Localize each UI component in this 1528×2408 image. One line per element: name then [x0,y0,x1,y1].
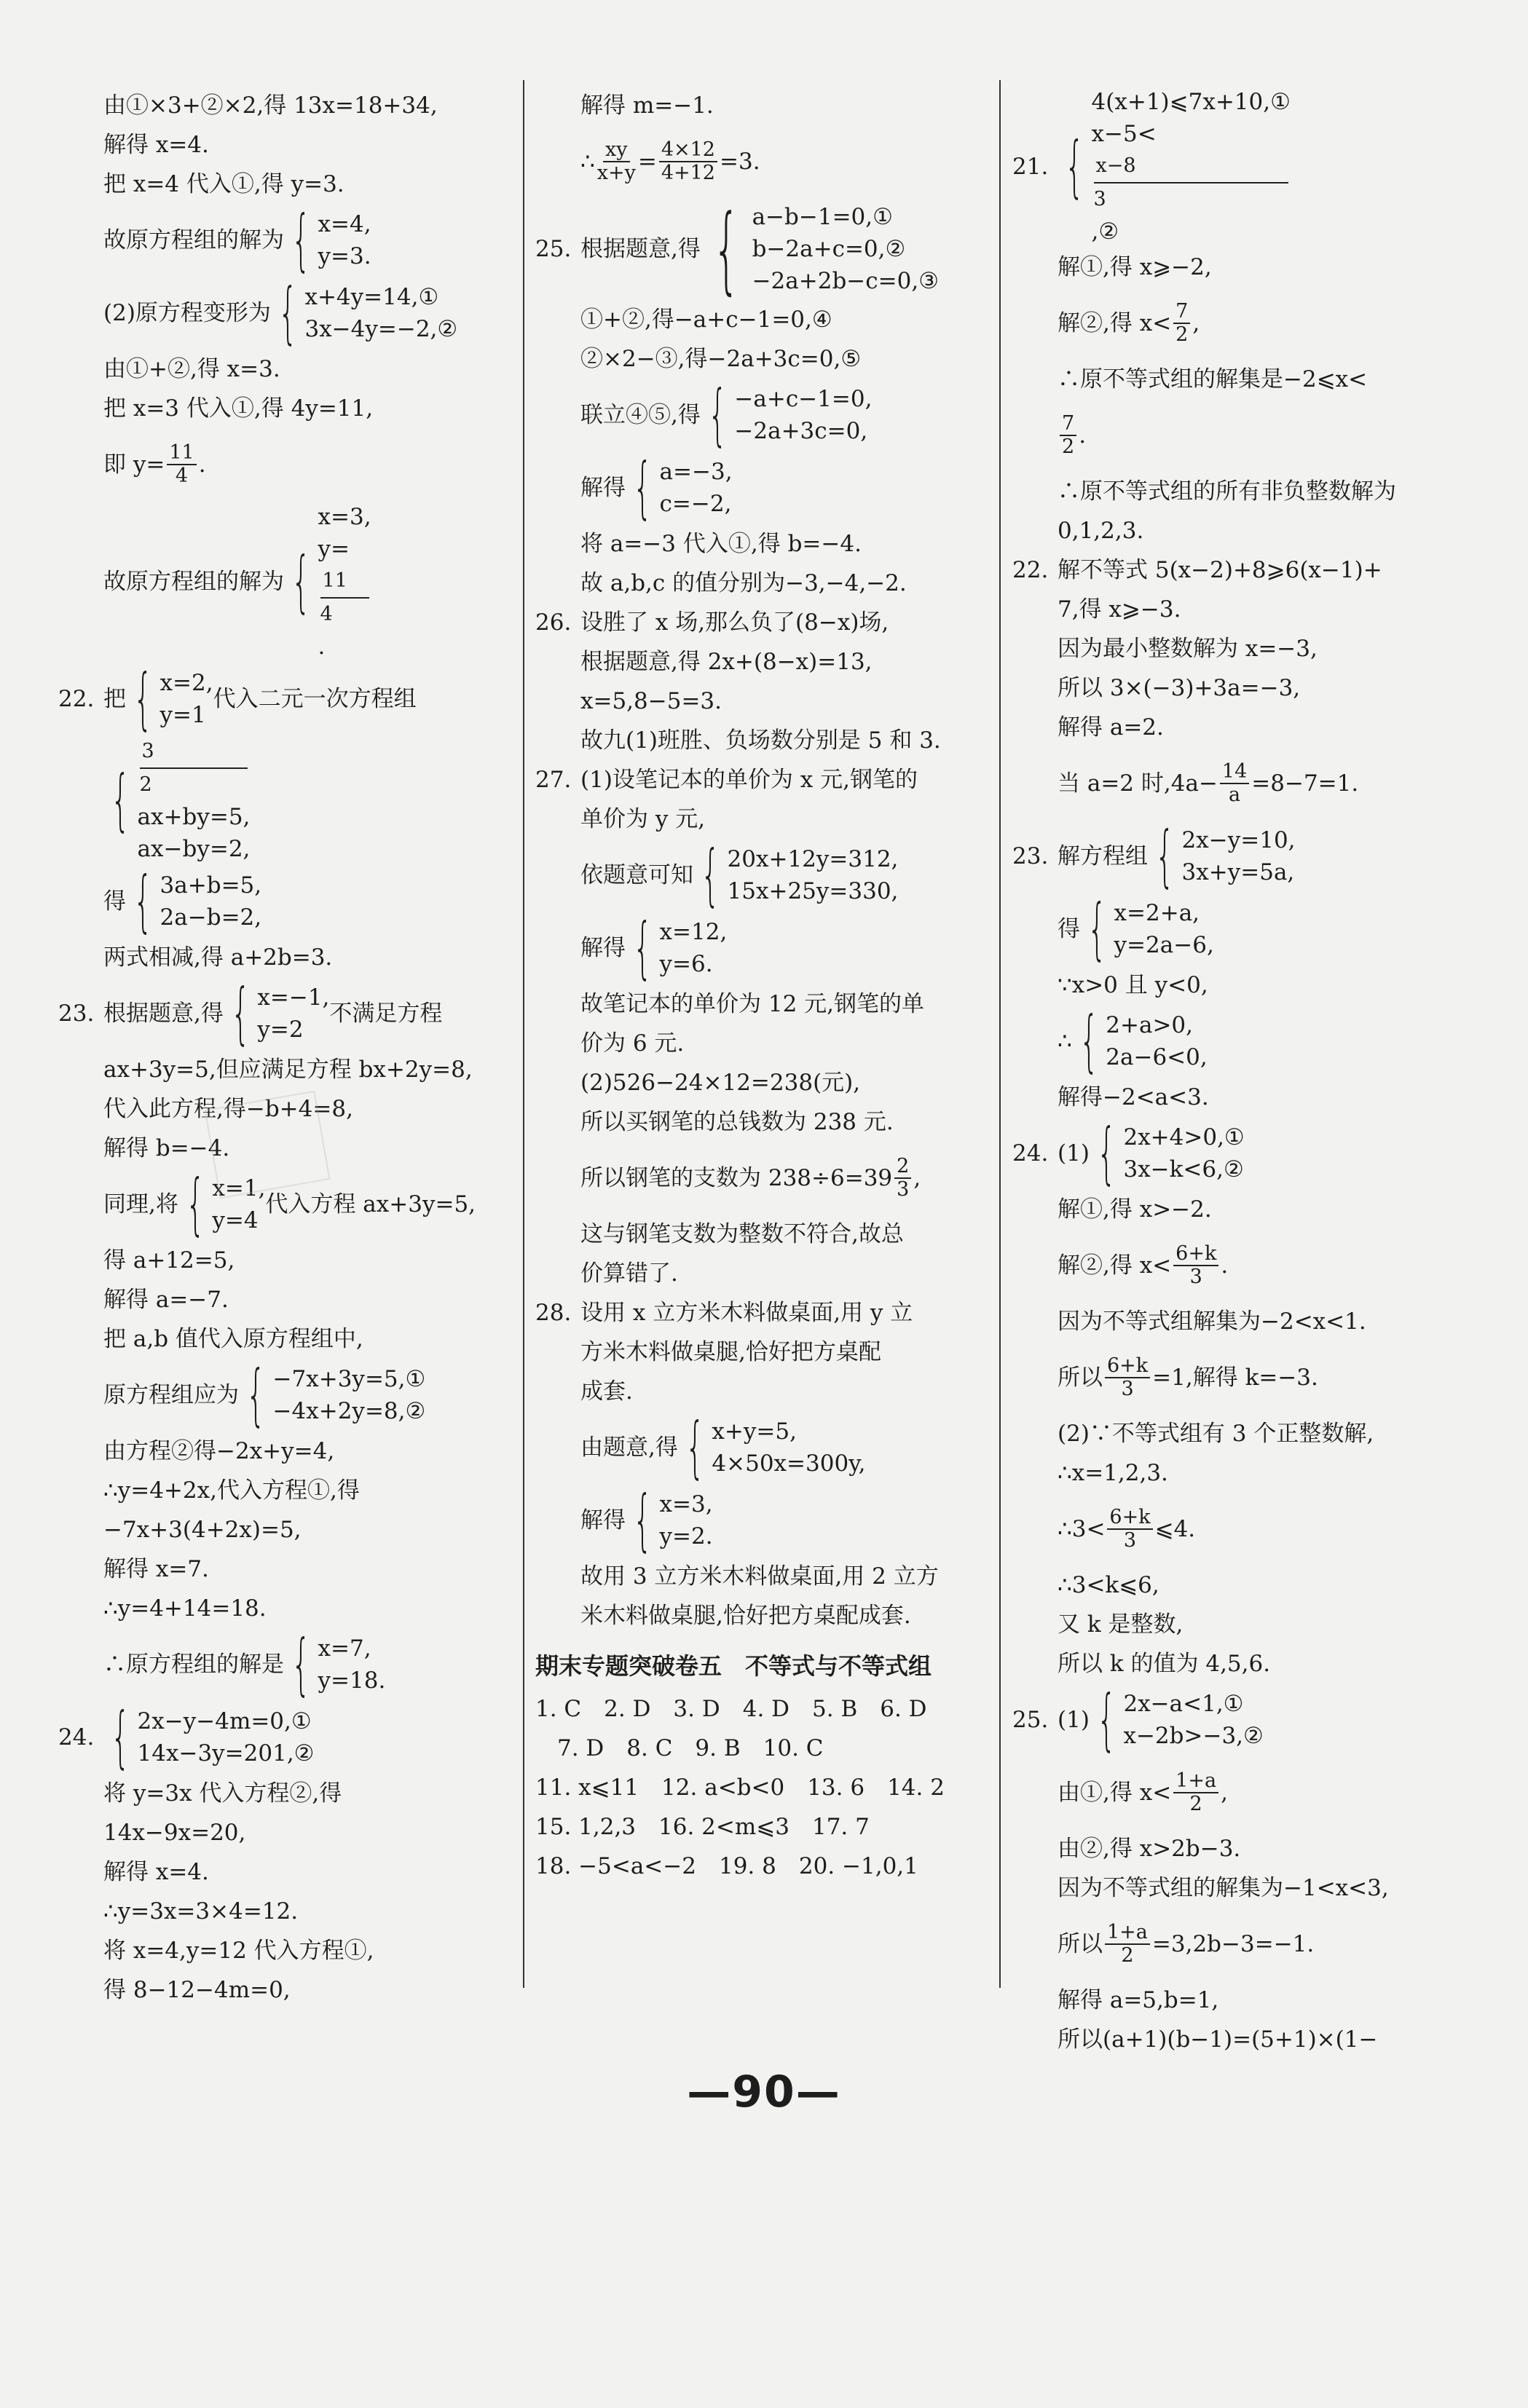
text-fragment: =3,2b−3=−1. [1151,1931,1315,1957]
equation-system: { x=4, y=3. [291,201,371,279]
numerator: 6+k [1107,1507,1152,1530]
equation-system: { 3 2 ax+by=5, ax−by=2, [103,735,250,865]
text-line: 由方程②得−2x+y=4, [103,1438,335,1464]
text-line [58,501,510,663]
text-fragment: 解得 [580,1507,626,1533]
text-line [1012,1683,1478,1756]
inequality: 2x−a<1,① [1123,1691,1244,1717]
text-line [58,862,510,940]
text-line: 根据题意,得 2x+(8−x)=13, [580,649,873,675]
equation: x=2+a, [1114,900,1200,926]
text-line: 由①+②,得 x=3. [103,356,280,382]
fraction [1105,1355,1150,1400]
equation: 20x+12y=312, [727,846,899,872]
text-line: 将 x=4,y=12 代入方程①, [103,1938,374,1964]
question-number: 26. [535,609,572,636]
text-fragment: 代入二元一次方程组 [213,686,417,712]
text-line: 故用 3 立方米木料做桌面,用 2 立方 [580,1563,939,1590]
text-fragment: 把 [103,686,126,712]
text-line: 米木料做桌腿,恰好把方桌配成套. [580,1603,911,1629]
text-fragment: 即 y= [103,451,165,478]
text-line: 将 a=−3 代入①,得 b=−4. [580,531,862,557]
text-fragment: , [1192,310,1200,336]
fraction [894,1156,911,1201]
denominator: 2 [1121,1944,1134,1967]
text-fragment: , [1221,1780,1228,1806]
numerator: x−8 [1094,150,1288,183]
text-line: 解得 x=7. [103,1556,209,1582]
text-fragment: 当 a=2 时,4a− [1058,770,1218,797]
equation: y=4 [212,1207,259,1233]
text-line: 所以 3×(−3)+3a=−3, [1058,675,1301,701]
fraction [1105,1922,1150,1967]
numerator: 7 [1173,301,1190,324]
text-fragment: 由①,得 x< [1058,1780,1172,1806]
text-line: 将 y=3x 代入方程②,得 [103,1780,342,1807]
equation: −2a+3c=0, [734,418,868,444]
question-number: 28. [535,1300,572,1326]
text-fragment: 解方程组 [1058,843,1148,869]
equation: x=3, [659,1491,713,1517]
text-line: 又 k 是整数, [1058,1611,1184,1638]
text-line: 得 8−12−4m=0, [103,1977,291,2003]
equation-system: { 2+a>0, 2a−6<0, [1079,1002,1208,1080]
equation-system: { x=1, y=4 [185,1165,266,1243]
text-line [1012,287,1478,360]
denominator: 4+12 [661,162,715,184]
text-line [58,660,510,738]
equation-system: { 2x−y−4m=0,① 14x−3y=201,② [111,1698,315,1776]
text-fragment: ∴3< [1058,1516,1106,1542]
equation: 2a−b=2, [160,904,262,931]
equation: x=2, [160,670,213,696]
equation: 14x−3y=201,② [137,1740,315,1766]
question-number: 21. [1012,154,1049,180]
text-fragment: 解得 [580,935,626,961]
denominator: a [1229,783,1241,806]
text-line [535,1408,987,1486]
text-line: 方米木料做桌腿,恰好把方桌配 [580,1339,881,1365]
equation-system: { x+y=5, 4×50x=300y, [685,1408,866,1486]
text-line: 解①,得 x>−2. [1058,1196,1212,1223]
equation: x=−1, [257,984,330,1011]
equation-system: { −7x+3y=5,① −4x+2y=8,② [246,1356,426,1434]
text-line: ∴y=4+2x,代入方程①,得 [103,1477,360,1504]
denominator: 3 [1189,1266,1202,1288]
text-line [535,1293,987,1333]
text-line [58,1356,510,1434]
text-fragment: ,② [1091,218,1119,245]
denominator: 3 [1121,1378,1134,1400]
text-line: x=5,8−5=3. [580,688,722,714]
question-number: 27. [535,767,572,793]
text-line [1012,550,1478,590]
text-fragment: (2)原方程变形为 [103,300,271,326]
text-fragment: 所以钢笔的支数为 238÷6=39 [580,1165,893,1191]
text-fragment: 联立④⑤,得 [580,402,701,428]
watermark-stamp [204,1091,330,1199]
text-fragment: = [637,149,657,175]
numerator: 4×12 [659,139,717,162]
text-line [535,451,987,524]
inequality: 3x−k<6,② [1123,1156,1244,1183]
text-fragment: 原方程组应为 [103,1382,239,1408]
text-fragment: ∴ [1058,1028,1072,1054]
equation: 3a+b=5, [160,872,262,899]
text-fragment: , [913,1165,921,1191]
text-line: 所以 k 的值为 4,5,6. [1058,1651,1271,1677]
text-line: 0,1,2,3. [1058,518,1144,544]
text-fragment: 设用 x 立方米木料做桌面,用 y 立 [580,1300,913,1326]
text-line [58,1698,510,1776]
text-line [58,201,510,279]
text-line [1012,399,1478,472]
equation-system: { 2x−y=10, 3x+y=5a, [1155,817,1296,895]
text-line: 解得 b=−4. [103,1135,230,1161]
text-line: ∴原不等式组的所有非负整数解为 [1058,478,1396,505]
text-line [535,1481,987,1559]
text-line: ∴y=4+14=18. [103,1595,267,1622]
text-fragment: 根据题意,得 [580,236,701,262]
text-line [1012,817,1478,895]
answer-line: 7. D 8. C 9. B 10. C [557,1735,824,1761]
equation-system: { −a+c−1=0, −2a+3c=0, [707,376,873,454]
answer-line: 15. 1,2,3 16. 2<m⩽3 17. 7 [535,1814,870,1840]
fraction [1173,301,1190,346]
denominator: 2 [139,773,152,796]
text-fragment: 故原方程组的解为 [103,569,284,595]
text-fragment: =1,解得 k=−3. [1152,1365,1318,1391]
text-line: 把 a,b 值代入原方程组中, [103,1326,363,1352]
text-fragment: 得 [103,888,126,915]
equation [138,735,251,833]
text-line: (2)∵不等式组有 3 个正整数解, [1058,1421,1374,1447]
text-line: 成套. [580,1378,633,1405]
fraction [167,442,196,487]
fraction [1060,413,1076,458]
text-fragment: y= [318,536,350,562]
text-line: (2)526−24×12=238(元), [580,1070,861,1096]
question-number: 25. [1012,1707,1049,1733]
text-fragment: . [1221,1252,1229,1279]
column-1 [58,86,510,2010]
equation: y=18. [318,1667,386,1694]
equation-system: { a−b−1=0,① b−2a+c=0,② −2a+2b−c=0,③ [712,194,939,304]
equation: c=−2, [659,491,732,517]
equation-system: { 3a+b=5, 2a−b=2, [133,862,262,940]
equation: y=2. [659,1523,713,1550]
fraction [597,139,636,184]
text-line: ∴x=1,2,3. [1058,1460,1168,1486]
section-heading: 期末专题突破卷五 不等式与不等式组 [535,1652,932,1680]
denominator: 3 [1123,1529,1137,1552]
text-line: 解得 x=4. [103,132,209,158]
page-number: —90— [687,2066,841,2117]
text-line [535,125,987,198]
equation: b−2a+c=0,② [752,236,906,262]
text-line: 解得 a=2. [1058,714,1164,741]
text-line [535,603,987,642]
text-fragment: 解不等式 5(x−2)+8⩾6(x−1)+ [1058,557,1382,583]
equation [318,533,371,663]
equation: y=3. [318,243,371,269]
equation: x=1, [212,1175,266,1201]
text-fragment: (1) [1058,1707,1090,1733]
equation: x=7, [318,1635,371,1662]
denominator: 4 [175,465,189,487]
text-fragment: . [318,633,326,660]
equation: y=2 [257,1017,304,1043]
equation-system: { x=3, y= 11 4 . [284,501,371,663]
text-line: 因为最小整数解为 x=−3, [1058,636,1318,662]
text-line: 由②,得 x>2b−3. [1058,1836,1241,1862]
equation: x=3, [318,504,371,530]
denominator: 3 [1093,188,1106,210]
text-line: 得 a+12=5, [103,1247,235,1274]
text-line [1012,1002,1478,1080]
equation-system: { a=−3, c=−2, [633,449,733,526]
text-line: 解得 a=−7. [103,1287,229,1313]
text-line [1012,1341,1478,1414]
column-divider-left [523,80,524,1988]
fraction [140,735,248,801]
numerator: 1+a [1173,1770,1218,1793]
text-line: ax+3y=5,但应满足方程 bx+2y=8, [103,1057,473,1083]
question-number: 24. [1012,1140,1049,1167]
text-fragment: 解得 [580,475,626,501]
column-3 [1012,86,1478,2059]
text-fragment: . [1079,422,1087,449]
question-number: 24. [58,1724,95,1750]
numerator: 14 [1220,761,1249,784]
equation: 4×50x=300y, [712,1450,866,1477]
numerator: 11 [167,442,196,465]
equation-system: { x=2+a, y=2a−6, [1087,890,1214,968]
text-line: 故九(1)班胜、负场数分别是 5 和 3. [580,727,941,754]
text-fragment: 依题意可知 [580,862,693,888]
numerator: 7 [1060,413,1076,436]
text-line: 解得 a=5,b=1, [1058,1987,1219,2013]
equation: y=2a−6, [1114,932,1214,958]
text-fragment: 根据题意,得 [103,1000,224,1027]
text-line: 这与钢笔支数为整数不符合,故总 [580,1221,904,1247]
text-line: 所以(a+1)(b−1)=(5+1)×(1− [1058,2026,1378,2053]
equation-system: { x=−1, y=2 [230,974,330,1052]
numerator: 1+a [1105,1922,1150,1945]
text-line [1012,1908,1478,1981]
denominator: 3 [897,1178,910,1201]
fraction [659,139,717,184]
equation: ax−by=2, [137,836,251,862]
denominator: 2 [1189,1793,1202,1815]
inequality [1092,118,1291,248]
equation: 2x−y=10, [1181,827,1296,853]
text-line [58,428,510,501]
text-fragment: ⩽4. [1154,1516,1196,1542]
equation: −4x+2y=8,② [272,1398,426,1424]
text-fragment: ax+by=5, [137,804,251,830]
text-line [1012,747,1478,820]
answer-line: 1. C 2. D 3. D 4. D 5. B 6. D [535,1696,927,1722]
equation: −2a+2b−c=0,③ [752,268,939,294]
text-fragment: (1) [1058,1140,1090,1167]
text-line [58,1625,510,1703]
text-line: 解得−2<a<3. [1058,1084,1209,1110]
equation-system: { 20x+12y=312, 15x+25y=330, [701,836,899,914]
equation-system: { x=3, y=2. [633,1481,713,1559]
text-line [535,760,987,800]
text-line: ①+②,得−a+c−1=0,④ [580,307,832,333]
inequality: x−2b>−3,② [1123,1723,1264,1749]
text-line: 故 a,b,c 的值分别为−3,−4,−2. [580,570,907,596]
text-line: 价算错了. [580,1260,678,1287]
answer-line: 18. −5<a<−2 19. 8 20. −1,0,1 [535,1853,918,1879]
text-line [58,735,510,865]
equation: x+4y=14,① [304,284,439,310]
answer-line: 11. x⩽11 12. a<b<0 13. 6 14. 2 [535,1775,945,1801]
text-fragment: ∴ [580,149,595,175]
denominator: 2 [1062,435,1075,458]
equation: 3x+y=5a, [1181,859,1295,885]
text-fragment: 故原方程组的解为 [103,227,284,253]
equation-system: { x+4y=14,① 3x−4y=−2,② [278,274,458,352]
text-line: 把 x=3 代入①,得 4y=11, [103,395,374,422]
equation: y=1 [160,702,206,728]
equation-system: { x=12, y=6. [633,909,728,987]
numerator: 6+k [1105,1355,1150,1378]
text-line: 价为 6 元. [580,1030,685,1057]
fraction [1173,1770,1218,1815]
text-fragment: 由题意,得 [580,1434,678,1461]
equation-system: { 4(x+1)⩽7x+10,① x−5< x−8 3 ,② [1058,86,1291,248]
numerator: xy [603,139,629,162]
text-fragment: =3. [720,149,760,175]
numerator: 3 [140,735,248,769]
denominator: x+y [596,162,636,184]
text-line: 故笔记本的单价为 12 元,钢笔的单 [580,991,925,1017]
text-line: 由①×3+②×2,得 13x=18+34, [103,92,438,119]
question-number: 23. [1012,843,1049,869]
text-line: 14x−9x=20, [103,1820,246,1846]
text-line: 两式相减,得 a+2b=3. [103,944,333,971]
text-fragment: (1)设笔记本的单价为 x 元,钢笔的 [580,767,918,793]
text-line [535,1142,987,1215]
fraction [320,565,369,631]
text-line: 代入此方程,得−b+4=8, [103,1096,353,1122]
question-number: 22. [1012,557,1049,583]
text-line: 把 x=4 代入①,得 y=3. [103,171,344,197]
equation: 3x−4y=−2,② [304,316,458,342]
fraction [1094,150,1288,216]
text-fragment: 得 [1058,916,1080,942]
text-line: 因为不等式组解集为−2<x<1. [1058,1308,1366,1335]
equation: y=6. [659,951,713,977]
inequality: 2x+4>0,① [1123,1124,1245,1150]
text-line [1012,1229,1478,1302]
text-line: 解①,得 x⩾−2, [1058,254,1212,280]
equation: a=−3, [659,459,733,485]
text-line: ∴y=3x=3×4=12. [103,1898,299,1925]
text-line [1012,1114,1478,1192]
equation: −7x+3y=5,① [272,1366,426,1392]
text-fragment: 同理,将 [103,1191,178,1217]
equation: x=12, [659,919,728,945]
equation: 15x+25y=330, [727,878,899,904]
text-fragment: 所以 [1058,1365,1103,1391]
text-fragment: 代入方程 ax+3y=5, [265,1191,476,1217]
text-line [535,909,987,987]
equation: −a+c−1=0, [734,386,873,412]
text-line [535,376,987,454]
text-line: ∴原不等式组的解集是−2⩽x< [1058,366,1368,392]
text-line: 所以买钢笔的总钱数为 238 元. [580,1109,894,1135]
text-line: ∴3<k⩽6, [1058,1572,1159,1598]
numerator: 2 [894,1156,911,1179]
equation-system: { x=2, y=1 [133,660,213,738]
question-number: 25. [535,236,572,262]
equation-system: { 2x+4>0,① 3x−k<6,② [1097,1114,1245,1192]
text-fragment: =8−7=1. [1251,770,1359,797]
equation: a−b−1=0,① [752,204,893,230]
text-line: ∵x>0 且 y<0, [1058,972,1208,998]
text-line: 单价为 y 元, [580,806,706,832]
question-number: 23. [58,1000,95,1027]
denominator: 4 [320,603,333,625]
text-line [1012,890,1478,968]
text-line: 解得 x=4. [103,1859,209,1885]
equation: x=4, [318,211,371,237]
inequality: 2a−6<0, [1106,1044,1208,1070]
equation: 2x−y−4m=0,① [137,1708,312,1734]
fraction [1220,761,1249,806]
text-line: 因为不等式组的解集为−1<x<3, [1058,1875,1389,1901]
text-line [1012,86,1478,248]
text-line [535,836,987,914]
text-fragment: 解②,得 x< [1058,310,1172,336]
text-fragment: . [198,451,206,478]
text-fragment: ∴原方程组的解是 [103,1651,284,1678]
equation: x+y=5, [712,1418,797,1445]
denominator: 2 [1175,323,1189,346]
text-line: −7x+3(4+2x)=5, [103,1517,302,1543]
equation-system: { 2x−a<1,① x−2b>−3,② [1097,1681,1264,1758]
column-2 [535,86,987,1886]
text-fragment: 所以 [1058,1931,1103,1957]
equation-system: { x=7, y=18. [291,1625,386,1703]
question-number: 22. [58,686,95,712]
fraction [1173,1243,1218,1288]
text-line [58,274,510,352]
text-line: 解得 m=−1. [580,92,714,119]
numerator: 11 [320,565,369,599]
numerator: 6+k [1173,1243,1218,1266]
column-divider-right [999,80,1001,1988]
text-fragment: 不满足方程 [329,1000,443,1027]
text-fragment: 解②,得 x< [1058,1252,1172,1279]
text-line [1012,1493,1478,1566]
inequality: 2+a>0, [1106,1012,1194,1038]
text-line: 7,得 x⩾−3. [1058,596,1181,623]
text-fragment: x−5< [1091,121,1157,147]
text-line [58,974,510,1052]
text-line [535,194,987,304]
inequality: 4(x+1)⩽7x+10,① [1091,89,1291,115]
text-line: ②×2−③,得−2a+3c=0,⑤ [580,346,862,372]
text-line [1012,1756,1478,1829]
fraction [1107,1507,1152,1552]
text-fragment: 设胜了 x 场,那么负了(8−x)场, [580,609,889,636]
